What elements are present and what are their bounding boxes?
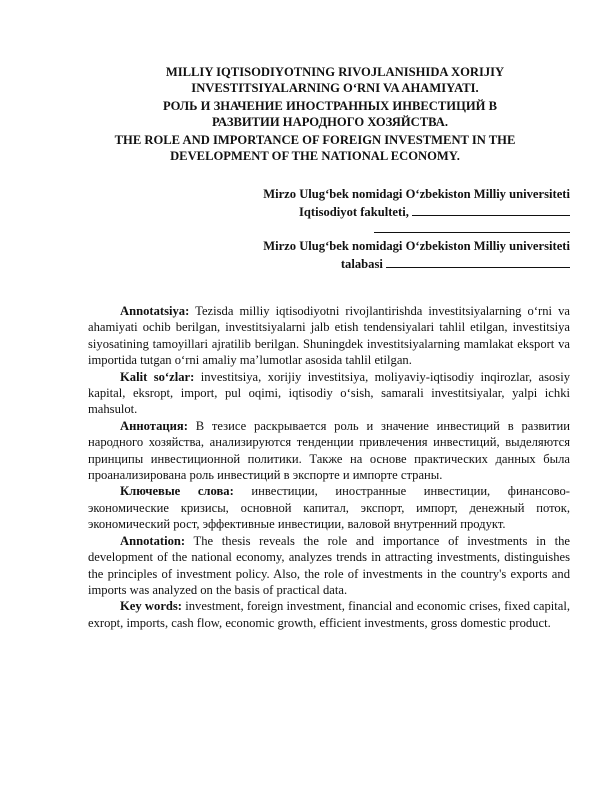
- keywords-english: [88, 598, 570, 631]
- title-en-line-2: DEVELOPMENT OF THE NATIONAL ECONOMY.: [170, 149, 460, 163]
- keywords-russian: [88, 483, 570, 532]
- student-name-blank: [386, 255, 570, 268]
- keywords-ru-label: Ключевые слова:: [120, 484, 234, 499]
- annotation-russian: [88, 418, 570, 484]
- annotation-uz-text: Tezisda milliy iqtisodiyotni rivojlantirishda investitsiyalarning o‘rni va ahamiyati ochib berilgan, investitsiyalarni jalb etish tendensiyalari tahlil etilgan, investitsiya siyosatining tamoyillari ajratilib berilgan. Shuningdek investitsiyalarning mamlakat eksport va importida tutgan o‘rni amaliy ma’lumotlar asosida tahlil etilgan.: [88, 304, 570, 368]
- keywords-uz-text: investitsiya, xorijiy investitsiya, moliyaviy-iqtisodiy inqirozlar, asosiy kapital, eksropt, import, pul oqimi, iqtisodiy o‘sish, samarali investitsiyalar, yalpi ichki mahsulot.: [88, 369, 570, 417]
- title-ru-line-1: РОЛЬ И ЗНАЧЕНИЕ ИНОСТРАННЫХ ИНВЕСТИЦИЙ В: [162, 99, 498, 113]
- keywords-uz-label: Kalit so‘zlar:: [120, 369, 195, 384]
- keywords-en-text: investment, foreign investment, financial and economic crises, fixed capital, exropt, imports, cash flow, economic growth, efficient investments, gross domestic product.: [88, 599, 570, 630]
- annotation-uzbek: [88, 303, 570, 369]
- affiliation-faculty-line: [150, 203, 570, 221]
- keywords-ru-text: инвестиции, иностранные инвестиции, финансово-экономические кризисы, основной капитал, экспорт, импорт, денежный поток, экономический рост, эффективные инвестиции, валовой внутренний продукт.: [88, 484, 570, 532]
- author-affiliation: [150, 186, 570, 273]
- title-english: [60, 132, 570, 164]
- affiliation-student: talabasi: [340, 256, 386, 271]
- title-ru-line-2: РАЗВИТИИ НАРОДНОГО ХОЗЯЙСТВА.: [211, 115, 449, 129]
- affiliation-university-2: Mirzo Ulug‘bek nomidagi O‘zbekiston Milliy universiteti: [263, 239, 570, 254]
- author-name-blank: [412, 203, 570, 216]
- title-uzbek: [80, 64, 550, 96]
- affiliation-university-1: Mirzo Ulug‘bek nomidagi O‘zbekiston Milliy universiteti: [263, 187, 570, 201]
- keywords-uzbek: [88, 369, 570, 418]
- annotation-en-text: The thesis reveals the role and importance of investments in the development of the national economy, analyzes trends in attracting investments, distinguishes the principles of investment policy. Also, the role of investments in the country's exports and imports was analyzed on the basis of practical data.: [88, 533, 570, 597]
- blank-line: [374, 220, 570, 233]
- annotation-english: [88, 533, 570, 599]
- annotation-en-label: Annotation:: [120, 533, 186, 548]
- affiliation-blank-line: [150, 220, 570, 238]
- annotation-ru-label: Аннотация:: [120, 418, 188, 433]
- affiliation-faculty: Iqtisodiyot fakulteti,: [298, 204, 412, 219]
- affiliation-student-line: [150, 255, 570, 273]
- title-block: [60, 64, 570, 164]
- title-uz-line-2: INVESTITSIYALARNING O‘RNI VA AHAMIYATI.: [191, 81, 479, 95]
- keywords-en-label: Key words:: [120, 599, 183, 614]
- annotation-uz-label: Annotatsiya:: [120, 304, 190, 318]
- annotation-ru-text: В тезисе раскрывается роль и значение инвестиций в развитии народного хозяйства, анализируются тенденции привлечения инвестиций, выделяются принципы инвестиционной политики. Также на основе практических данных была проанализирована роль инвестиций в экспорте и импорте страны.: [88, 418, 570, 483]
- title-uz-line-1: MILLIY IQTISODIYOTNING RIVOJLANISHIDA XORIJIY: [165, 65, 505, 79]
- abstract-section: [88, 303, 570, 631]
- title-en-line-1: THE ROLE AND IMPORTANCE OF FOREIGN INVESTMENT IN THE: [114, 133, 516, 147]
- title-russian: [90, 98, 540, 130]
